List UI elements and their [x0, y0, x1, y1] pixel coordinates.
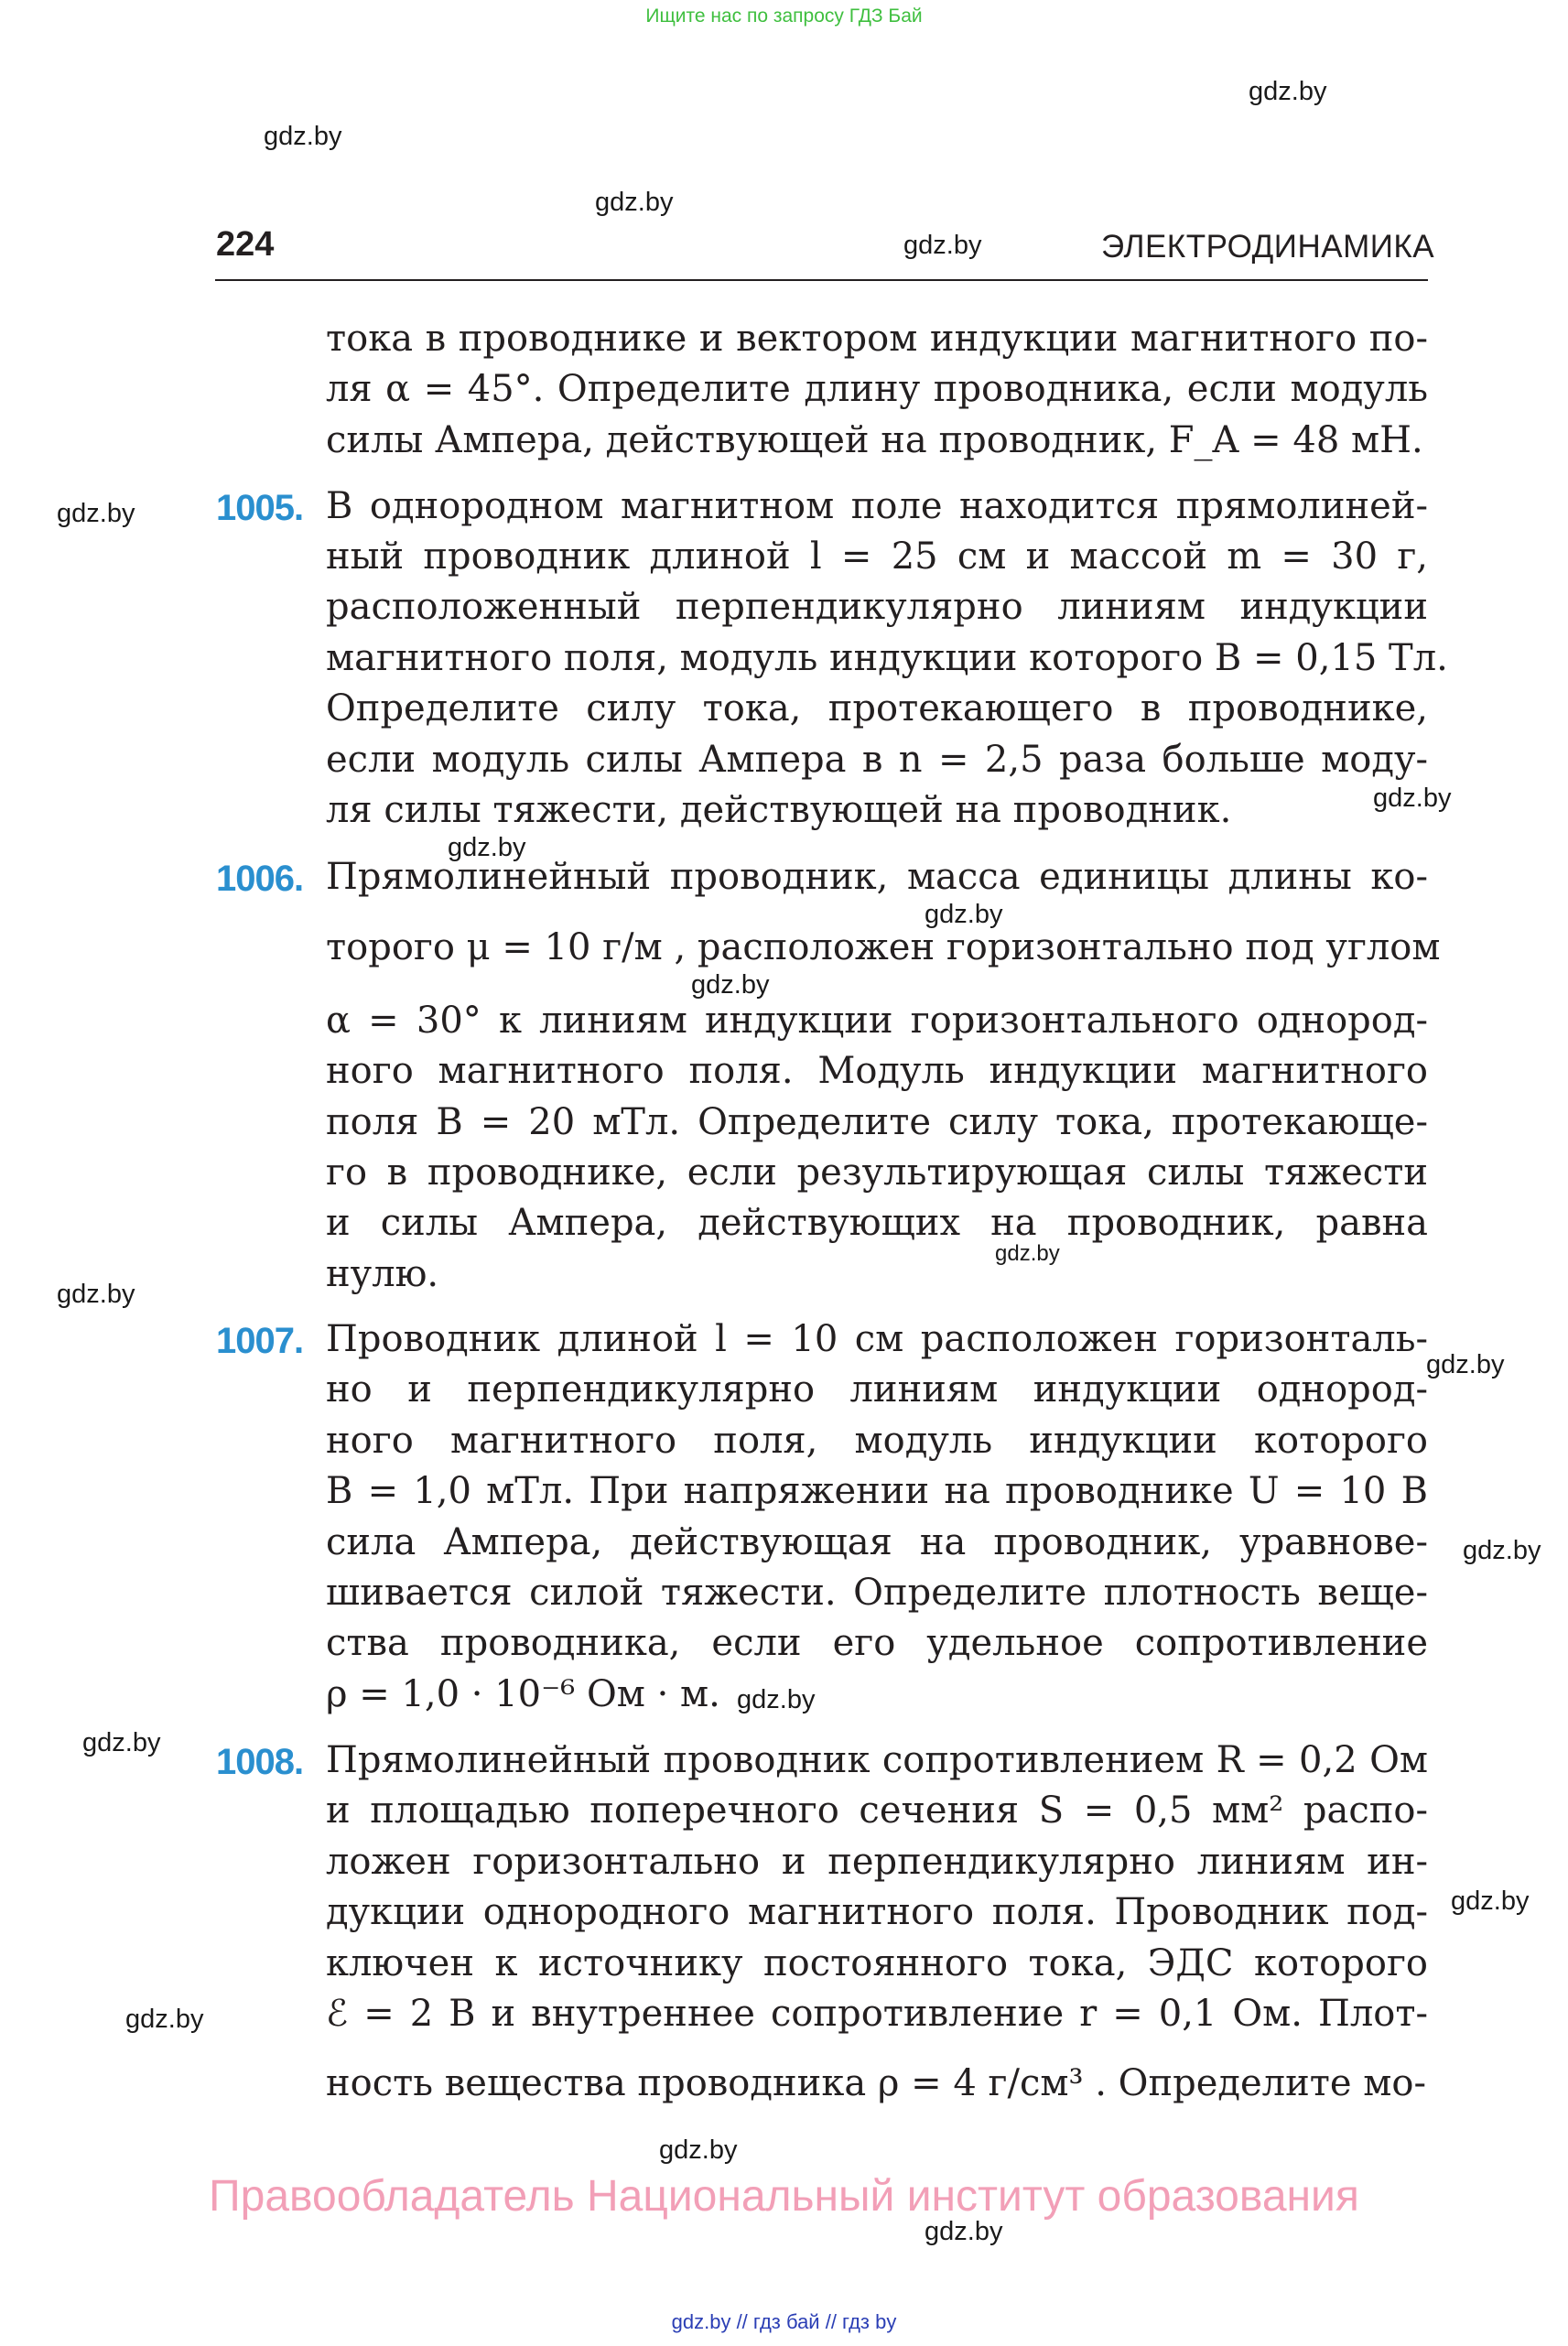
watermark: gdz.by [659, 2135, 738, 2165]
text-line: ключен к источнику постоянного тока, ЭДС которого [326, 1942, 1428, 1984]
problem-number: 1006. [216, 859, 304, 899]
watermark: gdz.by [737, 1685, 816, 1714]
text-line: расположенный перпендикулярно линиям индукции [326, 586, 1428, 628]
watermark: gdz.by [1463, 1536, 1541, 1565]
page-number: 224 [216, 225, 275, 264]
text-line: тока в проводнике и вектором индукции магнитного по- [326, 318, 1428, 360]
text-line: ства проводника, если его удельное сопротивление [326, 1622, 1428, 1664]
text-line: но и перпендикулярно линиям индукции однород- [326, 1368, 1428, 1411]
text-line: ный проводник длиной l = 25 см и массой m = 30 г, [326, 535, 1429, 578]
watermark: gdz.by [57, 499, 135, 528]
copyright-notice: Правообладатель Национальный институт образования [209, 2172, 1359, 2221]
watermark: gdz.by [1426, 1350, 1505, 1379]
problem-number: 1007. [216, 1321, 304, 1361]
watermark: gdz.by [82, 1728, 161, 1757]
text-line: шивается силой тяжести. Определите плотность веще- [326, 1572, 1428, 1614]
text-line: нулю. [326, 1253, 439, 1295]
watermark: gdz.by [691, 970, 770, 1000]
text-line: α = 30° к линиям индукции горизонтального однород- [326, 1000, 1428, 1042]
watermark: gdz.by [448, 833, 526, 862]
text-line: ρ = 1,0 · 10⁻⁶ Ом · м. [326, 1673, 720, 1715]
text-line: ложен горизонтально и перпендикулярно линиям ин- [326, 1841, 1428, 1883]
text-line: B = 1,0 мТл. При напряжении на проводнике U = 10 В [326, 1470, 1428, 1512]
text-line: если модуль силы Ампера в n = 2,5 раза больше моду- [326, 739, 1428, 781]
header-divider [215, 279, 1428, 281]
text-line: ного магнитного поля, модуль индукции которого [326, 1420, 1428, 1462]
problem-number: 1005. [216, 488, 304, 528]
text-line: ность вещества проводника ρ = 4 г/см³ . Определите мо- [326, 2062, 1426, 2104]
text-line: В однородном магнитном поле находится прямолиней- [326, 485, 1428, 527]
text-line: сила Ампера, действующая на проводник, уравнове- [326, 1521, 1428, 1563]
watermark: gdz.by [57, 1280, 135, 1309]
text-line: дукции однородного магнитного поля. Проводник под- [326, 1891, 1428, 1933]
watermark: gdz.by [995, 1241, 1060, 1266]
text-line: ля α = 45°. Определите длину проводника, если модуль [326, 368, 1428, 410]
watermark: gdz.by [1373, 784, 1452, 813]
watermark: gdz.by [264, 122, 342, 151]
problem-number: 1008. [216, 1742, 304, 1782]
text-line: го в проводнике, если результирующая силы тяжести [326, 1151, 1428, 1194]
text-line: торого μ = 10 г/м , расположен горизонтально под углом [326, 926, 1441, 968]
text-line: магнитного поля, модуль индукции которого B = 0,15 Тл. [326, 637, 1448, 679]
text-line: ного магнитного поля. Модуль индукции магнитного [326, 1050, 1428, 1092]
watermark: gdz.by [925, 2217, 1003, 2246]
text-line: и площадью поперечного сечения S = 0,5 мм² распо- [326, 1789, 1428, 1832]
text-line: ля силы тяжести, действующей на проводник. [326, 789, 1232, 831]
text-line: Прямолинейный проводник, масса единицы длины ко- [326, 856, 1428, 898]
watermark: gdz.by [1451, 1887, 1530, 1916]
watermark: gdz.by [125, 2005, 204, 2034]
text-line: ℰ = 2 В и внутреннее сопротивление r = 0,1 Ом. Плот- [326, 1993, 1428, 2035]
text-line: Проводник длиной l = 10 см расположен горизонталь- [326, 1318, 1428, 1360]
watermark: gdz.by [1249, 77, 1327, 106]
top-banner: Ищите нас по запросу ГДЗ Бай [645, 5, 923, 27]
watermark: gdz.by [595, 188, 674, 217]
watermark: gdz.by [903, 231, 982, 260]
text-line: поля B = 20 мТл. Определите силу тока, протекающе- [326, 1101, 1428, 1143]
text-line: Прямолинейный проводник сопротивлением R = 0,2 Ом [326, 1739, 1428, 1781]
section-title: ЭЛЕКТРОДИНАМИКА [1101, 229, 1435, 265]
text-line: Определите силу тока, протекающего в проводнике, [326, 687, 1428, 730]
watermark: gdz.by [925, 900, 1003, 929]
text-line: силы Ампера, действующей на проводник, F_A = 48 мН. [326, 419, 1423, 461]
text-line: и силы Ампера, действующих на проводник, равна [326, 1202, 1428, 1244]
footer-links: gdz.by // гдз бай // гдз by [671, 2310, 897, 2333]
